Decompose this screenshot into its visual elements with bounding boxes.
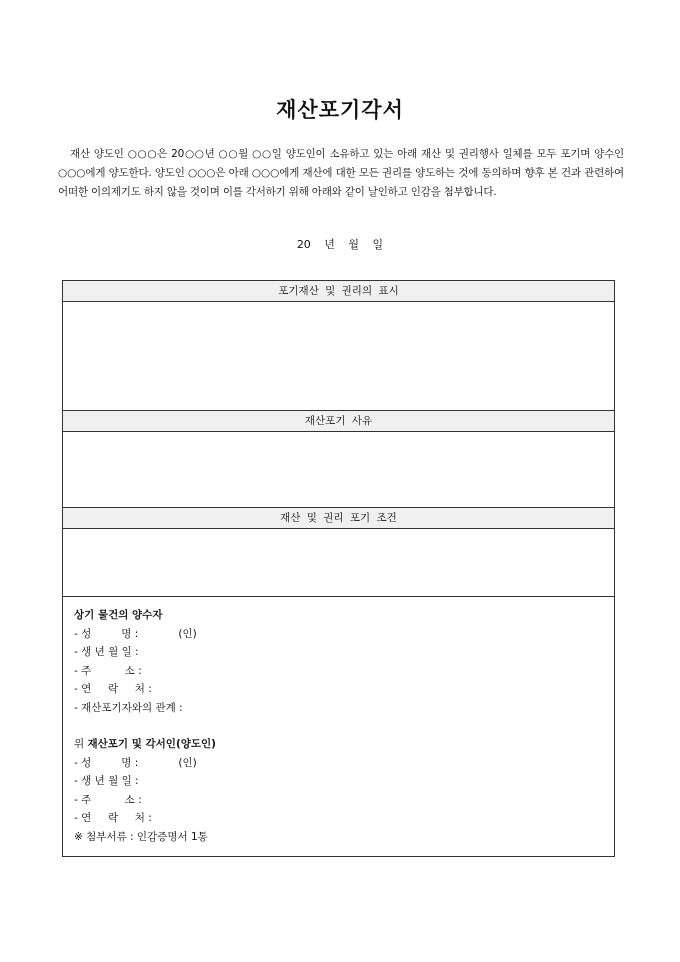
transferee-address: - 주 소 : [74, 664, 142, 677]
document-title: 재산포기각서 [276, 98, 404, 122]
transferee-heading-bold: 양수자 [132, 609, 163, 621]
transferee-relation: - 재산포기자와의 관계 : [74, 701, 183, 714]
transferor-name: - 성 명 : (인) [74, 756, 197, 769]
intro-paragraph: 재산 양도인 ○○○은 20○○년 ○○월 ○○일 양도인이 소유하고 있는 아래 재산 및 권리행사 일체를 모두 포기며 양수인 ○○○에게 양도한다. 양도인 ○○○은 아래 ○○○에게 재산에 대한 모든 권리를 양도하는 것에 동의하며 향후 본 건과 관련하여 어떠한 이의제기도 하지 않을 것이며 이를 각서하기 위해 아래와 같이 날인하고 인감을 첨부합니다. [58, 148, 624, 198]
transferee-birthdate: - 생 년 월 일 : [74, 646, 139, 658]
transferor-heading-bold: 재산포기 및 각서인(양도인) [87, 738, 216, 750]
transferee-heading [74, 606, 604, 625]
reason-section-body[interactable] [63, 432, 614, 507]
transferee-name: - 성 명 : (인) [74, 627, 197, 640]
conditions-section-body[interactable] [63, 529, 614, 597]
property-section-body[interactable] [63, 302, 614, 410]
property-section-header: 포기재산 및 권리의 표시 [63, 281, 614, 302]
spacer [74, 717, 604, 735]
transferee-heading-prefix: 상기 물건의 [74, 609, 133, 621]
transferor-heading [74, 735, 604, 754]
attachment-note: ※ 첨부서류 : 인감증명서 1통 [74, 830, 208, 843]
reason-section-header: 재산포기 사유 [63, 410, 614, 432]
waiver-form-table [62, 280, 615, 857]
transferor-address: - 주 소 : [74, 793, 142, 806]
conditions-section-header: 재산 및 권리 포기 조건 [63, 507, 614, 529]
transferor-heading-prefix: 위 [74, 738, 88, 750]
transferee-contact: - 연 락 처 : [74, 683, 152, 695]
signatories-block [74, 606, 604, 846]
date-line: 20 년 월 일 [296, 238, 384, 251]
transferor-birthdate: - 생 년 월 일 : [74, 775, 139, 787]
transferor-contact: - 연 락 처 : [74, 812, 152, 824]
